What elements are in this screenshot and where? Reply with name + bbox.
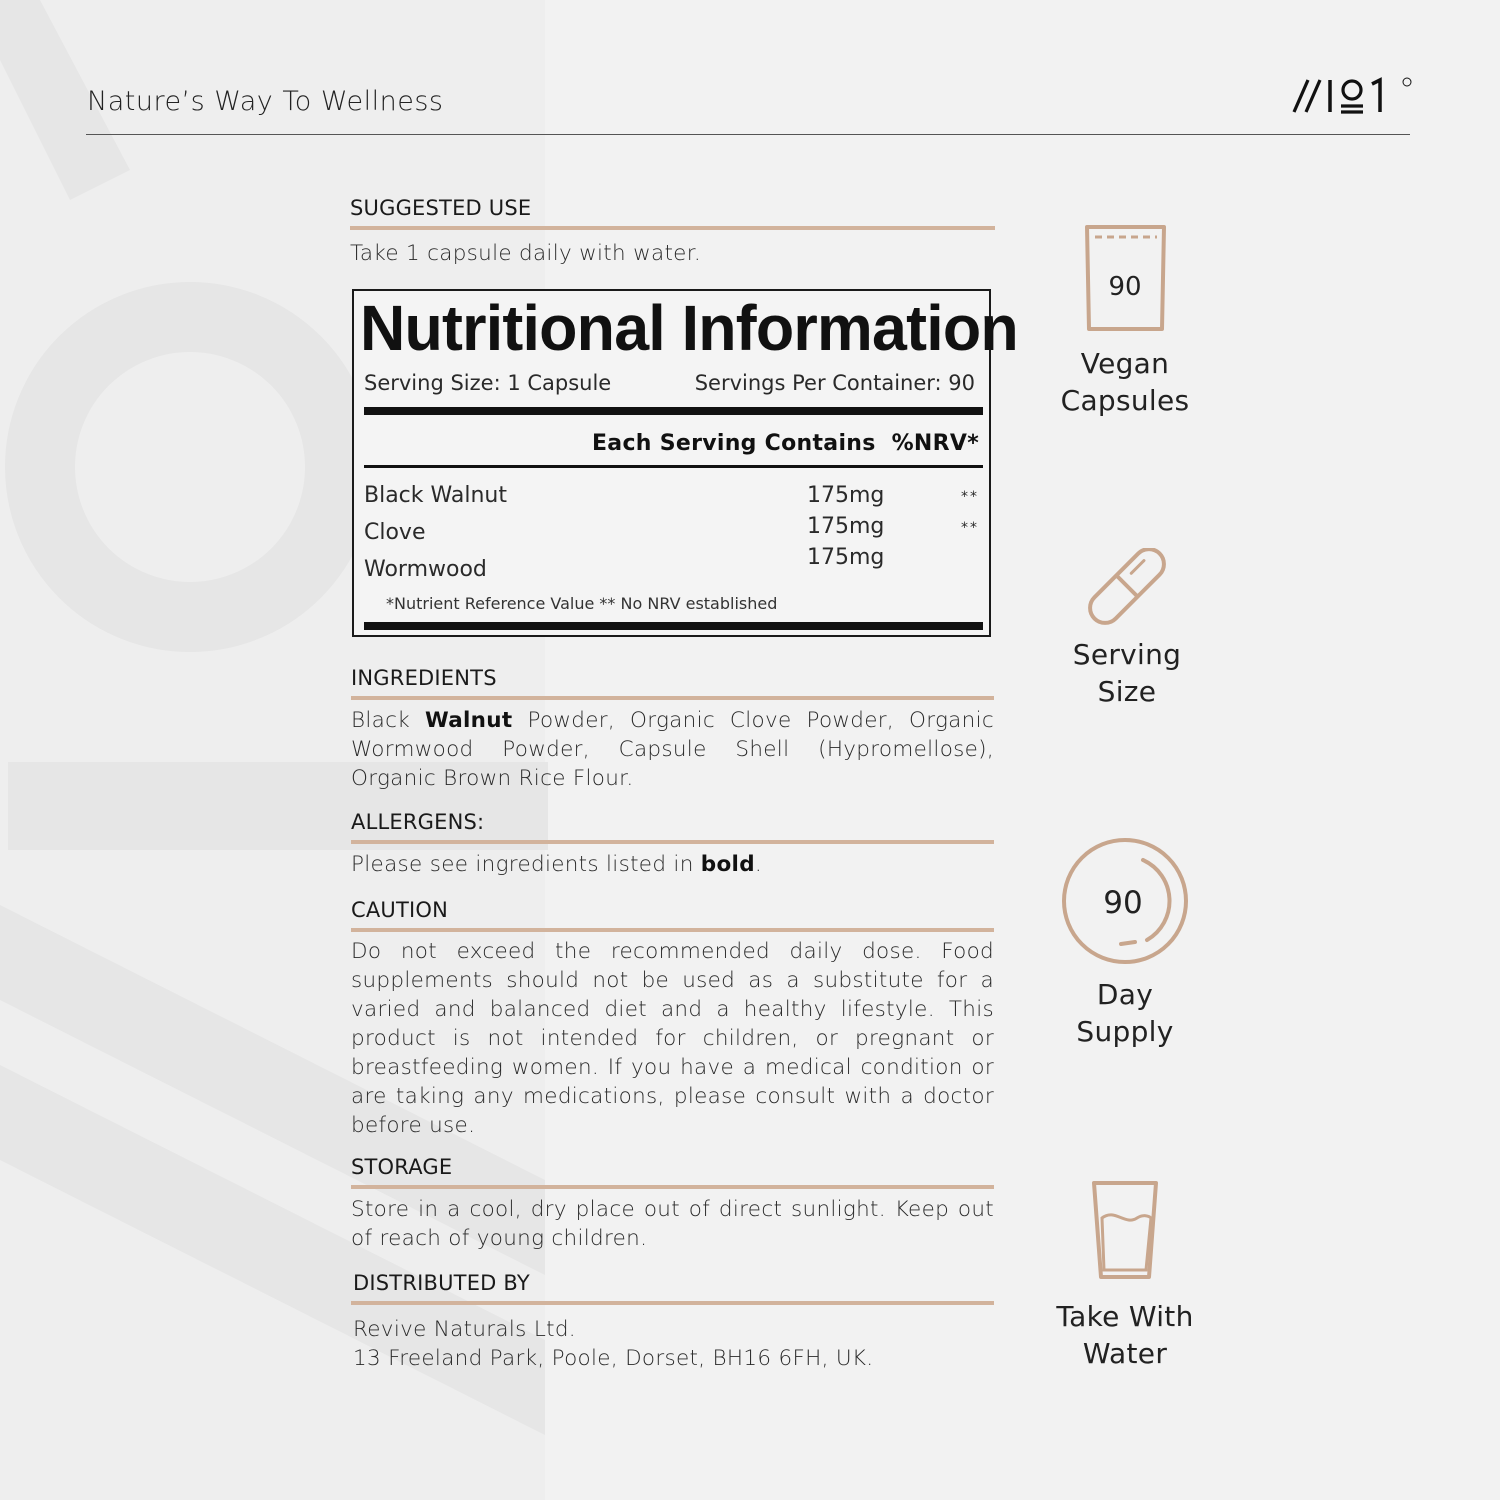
nutrition-column-header: Each Serving Contains %NRV* — [591, 431, 979, 456]
calendar-circle-icon — [1025, 836, 1225, 966]
feature-label: Size — [1097, 675, 1157, 708]
day-count: 90 — [1103, 885, 1143, 921]
caution-text: Do not exceed the recommended daily dose. Food supplements should not be used as a substitute for a varied and balanced diet and a healthy lifestyle. This product is not intended for children, or pregnant or breastfeeding women. If you have a medical condition or are taking any medications, please consult with a doctor before use. — [351, 939, 994, 1138]
feature-label: Water — [1082, 1337, 1168, 1370]
brand-tagline: Nature’s Way To Wellness — [87, 86, 444, 117]
feature-take-with-water — [1025, 1178, 1225, 1372]
section-divider — [351, 840, 994, 844]
feature-label: Serving — [1072, 638, 1182, 671]
brand-logo — [1290, 74, 1415, 118]
nutrition-divider — [364, 465, 983, 468]
section-divider — [351, 1185, 994, 1189]
distributor-address: 13 Freeland Park, Poole, Dorset, BH16 6FH, UK. — [353, 1346, 874, 1371]
section-divider — [351, 1301, 994, 1305]
feature-label: Take With — [1056, 1300, 1194, 1333]
nutrient-amount: 175mg — [807, 483, 885, 508]
feature-label: Capsules — [1060, 384, 1190, 417]
ingredients-section — [351, 666, 994, 793]
nutrition-footnote: *Nutrient Reference Value ** No NRV established — [386, 594, 778, 613]
distributor-name: Revive Naturals Ltd. — [353, 1317, 576, 1342]
nutrient-name: Clove — [364, 520, 426, 545]
allergens-text — [351, 850, 994, 879]
feature-label: Vegan — [1080, 347, 1170, 380]
serving-size: Serving Size: 1 Capsule — [364, 371, 612, 395]
section-title: SUGGESTED USE — [350, 196, 532, 220]
ingredients-text-part: Powder, Organic Clove Powder, Organic Wormwood Powder, Capsule Shell (Hypromellose), Organic Brown Rice Flour. — [351, 708, 994, 791]
nutrient-nrv: ** — [961, 520, 979, 536]
nutrition-facts-panel — [352, 289, 1018, 637]
allergen-highlight: Walnut — [424, 708, 513, 733]
distributor-section — [351, 1271, 994, 1373]
section-title: ALLERGENS: — [351, 810, 485, 834]
caution-section — [351, 898, 994, 1140]
feature-serving-size — [1027, 548, 1227, 710]
storage-text: Store in a cool, dry place out of direct sunlight. Keep out of reach of young children. — [351, 1197, 994, 1251]
section-title: STORAGE — [351, 1155, 453, 1179]
feature-label: Supply — [1076, 1015, 1174, 1048]
nutrition-title: Nutritional Information — [360, 292, 1018, 364]
nutrient-amount: 175mg — [807, 514, 885, 539]
feature-day-supply — [1025, 836, 1225, 1050]
section-divider — [351, 696, 994, 700]
section-title: INGREDIENTS — [351, 666, 497, 690]
section-title: CAUTION — [351, 898, 449, 922]
capsule-icon — [1027, 548, 1227, 626]
section-divider — [350, 226, 995, 230]
servings-per-container: Servings Per Container: 90 — [694, 371, 975, 395]
ingredients-text-part: Black — [351, 708, 425, 733]
allergens-text-part: . — [754, 852, 763, 877]
allergens-section — [351, 810, 994, 879]
glass-of-water-icon — [1025, 1178, 1225, 1282]
pouch-icon — [1025, 222, 1225, 338]
pouch-count: 90 — [1108, 272, 1142, 302]
feature-vegan-capsules — [1025, 222, 1225, 419]
nutrient-name: Wormwood — [364, 557, 487, 582]
section-title: DISTRIBUTED BY — [353, 1271, 530, 1295]
nutrition-divider — [364, 622, 983, 630]
header-divider — [86, 134, 1410, 135]
bold-word: bold — [700, 852, 755, 877]
feature-label: Day — [1096, 978, 1154, 1011]
allergens-text-part: Please see ingredients listed in — [351, 852, 701, 877]
suggested-use-text: Take 1 capsule daily with water. — [350, 241, 702, 266]
nutrient-name: Black Walnut — [364, 483, 507, 508]
nutrient-nrv: ** — [961, 489, 979, 505]
ingredients-text — [351, 706, 994, 793]
storage-section — [351, 1155, 994, 1253]
section-divider — [351, 928, 994, 932]
nutrient-amount: 175mg — [807, 545, 885, 570]
suggested-use-section — [350, 196, 995, 268]
nutrition-divider — [364, 407, 983, 415]
